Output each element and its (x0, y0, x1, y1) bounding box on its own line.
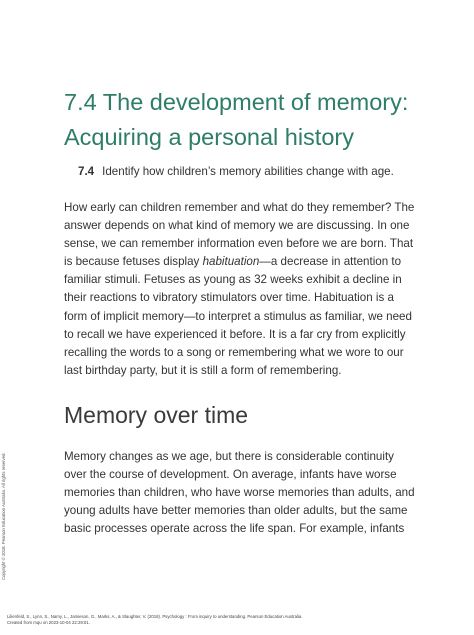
footer-created: Created from mqu on 2023-10-04 22:29:01. (7, 620, 90, 625)
objective-number: 7.4 (78, 165, 95, 178)
paragraph-line-with-term (64, 253, 464, 271)
footer-citation: Lilienfeld, S., Lynn, S., Namy, L., Jamieson, G., Marks, A., & Slaughter, V. (2018). Psychology : From inquiry to understanding. Pearson Education Australia. (7, 614, 303, 619)
paragraph-line: memories than children, who have worse memories than adults, and (64, 486, 415, 500)
paragraph-line: to recall we have experienced it before. It is a far cry from explicitly (64, 327, 406, 341)
section-title-line-2: Acquiring a personal history (64, 124, 354, 150)
paragraph-line: Memory changes as we age, but there is considerable continuity (64, 450, 394, 463)
paragraph-line: recalling the words to a song or remembering what we wore to our (64, 345, 404, 359)
section-title (64, 85, 454, 155)
section-title-line-1: 7.4 The development of memory: (64, 89, 409, 115)
paragraph-line: familiar stimuli. Fetuses as young as 32 weeks exhibit a decline in (64, 273, 402, 287)
paragraph-line-part: is because fetuses display (64, 255, 203, 269)
paragraph-line: over the course of development. On average, infants have worse (64, 468, 397, 482)
paragraph-line: their reactions to vibratory stimulators over time. Habituation is a (64, 291, 394, 305)
footer (7, 614, 467, 626)
paragraph-line: last birthday party, but it is still a form of remembering. (64, 363, 342, 377)
key-term-habituation: habituation (202, 255, 260, 269)
paragraph-line: How early can children remember and what do they remember? The (64, 201, 415, 214)
paragraph-habituation (64, 199, 464, 380)
side-copyright-notice: Copyright © 2018. Pearson Education Australia. All rights reserved. (1, 452, 6, 580)
paragraph-memory-over-time (64, 448, 464, 538)
paragraph-line-part: —a decrease in attention to (259, 255, 402, 269)
paragraph-line: basic processes operate across the life span. For example, infants (64, 522, 405, 536)
objective-text: Identify how children’s memory abilities change with age. (102, 165, 394, 178)
paragraph-line: form of implicit memory—to interpret a stimulus as familiar, we need (64, 309, 412, 323)
paragraph-line: answer depends on what kind of memory we are discussing. In one (64, 219, 410, 233)
paragraph-line: young adults have better memories than older adults, but the same (64, 504, 408, 518)
subheading: Memory over time (64, 402, 249, 428)
learning-objective (78, 165, 458, 178)
paragraph-line: sense, we can remember information even before we are born. That (64, 237, 414, 251)
